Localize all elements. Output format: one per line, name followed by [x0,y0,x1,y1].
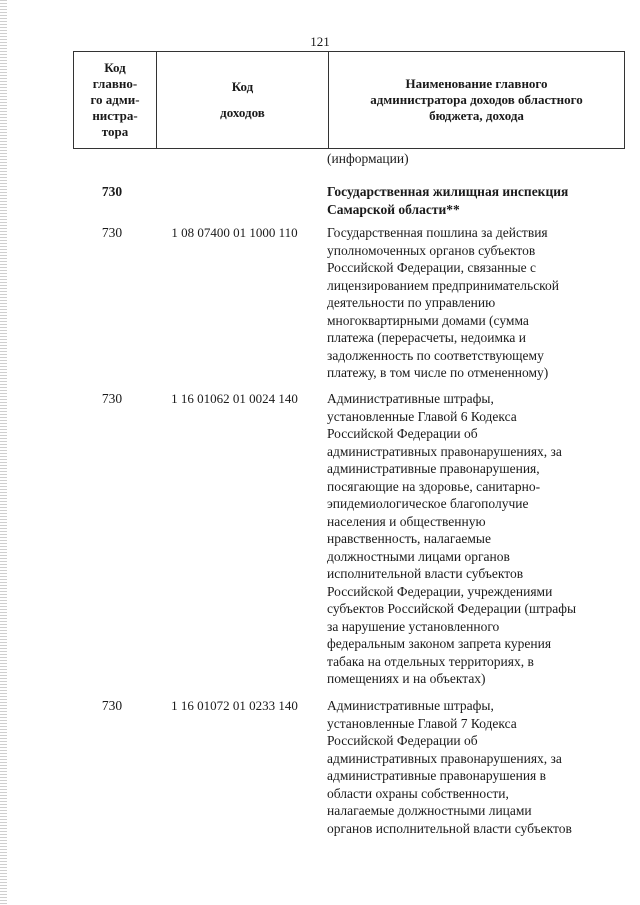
admin-code-cell: 730 [101,225,123,240]
name-cell [327,697,617,837]
name-line: за нарушение установленного [327,618,500,634]
revenue-code-cell: 1 08 07400 01 1000 110 [171,225,298,240]
header-revenue-code [157,52,329,149]
name-line: населения и общественную [327,513,486,529]
header-admin-code [74,52,157,149]
name-line: административных правонарушениях, за [327,750,562,766]
header-admin-code-line: нистра- [92,108,138,123]
name-line: Государственная жилищная инспекция [327,184,569,199]
name-cell [327,390,617,688]
name-cell [327,224,617,382]
header-name [329,52,625,149]
name-line: Административные штрафы, [327,698,494,713]
header-admin-code-line: тора [101,124,129,139]
name-line: должностными лицами органов [327,548,510,564]
name-line: административных правонарушениях, за [327,443,562,459]
scan-left-edge [0,0,7,905]
continuation-text: (информации) [327,151,409,166]
header-admin-code-line: го адми- [90,92,140,107]
name-line: исполнительной власти субъектов [327,566,524,581]
name-line: платежа (перерасчеты, недоимка и [327,330,526,345]
name-line: Российской Федерации об [327,733,478,748]
name-line: налагаемые должностными лицами [327,803,532,818]
header-admin-code-line: главно- [92,76,138,91]
name-line: многоквартирными домами (сумма [327,312,529,328]
admin-code-cell: 730 [101,391,123,406]
name-line: деятельности по управлению [327,295,496,310]
name-line: Российской Федерации об [327,426,478,441]
name-cell [327,183,617,218]
revenue-code-cell: 1 16 01062 01 0024 140 [171,391,298,406]
admin-code-cell: 730 [101,698,123,713]
admin-code-cell: 730 [101,184,123,199]
name-line: Российской Федерации, связанные с [327,260,537,275]
header-name-line: администратора доходов областного [370,92,583,107]
name-line: Административные штрафы, [327,391,494,406]
header-revenue-code-line: Код [231,79,254,94]
name-line: административные правонарушения, [327,461,540,476]
name-line: установленные Главой 7 Кодекса [327,715,517,731]
name-line: органов исполнительной власти субъектов [327,820,572,836]
name-line: области охраны собственности, [327,785,509,801]
name-line: табака на отдельных территориях, в [327,653,534,669]
name-line: федеральным законом запрета курения [327,636,552,651]
name-line: эпидемиологическое благополучие [327,496,529,511]
page-number: 121 [310,34,330,49]
name-line: уполномоченных органов субъектов [327,242,536,258]
name-line: нравственность, налагаемые [327,531,491,546]
name-line: установленные Главой 6 Кодекса [327,408,517,424]
name-line: помещениях и на объектах) [327,671,486,686]
header-revenue-code-line: доходов [220,105,265,120]
header-name-line: Наименование главного [405,76,548,91]
header-name-line: бюджета, дохода [429,108,524,123]
name-line: лицензированием предпринимательской [327,277,560,293]
name-line: Государственная пошлина за действия [327,225,548,240]
name-line: задолженность по соответствующему [327,347,544,363]
name-line: платежу, в том числе по отмененному) [327,365,549,380]
name-line: посягающие на здоровье, санитарно- [327,478,541,494]
revenue-code-cell: 1 16 01072 01 0233 140 [171,698,298,713]
header-admin-code-line: Код [104,60,126,75]
name-line: административные правонарушения в [327,768,547,783]
table-header [73,51,625,149]
name-line: Российской Федерации, учреждениями [327,583,553,599]
name-line: Самарской области** [327,201,460,217]
name-line: субъектов Российской Федерации (штрафы [327,601,577,616]
